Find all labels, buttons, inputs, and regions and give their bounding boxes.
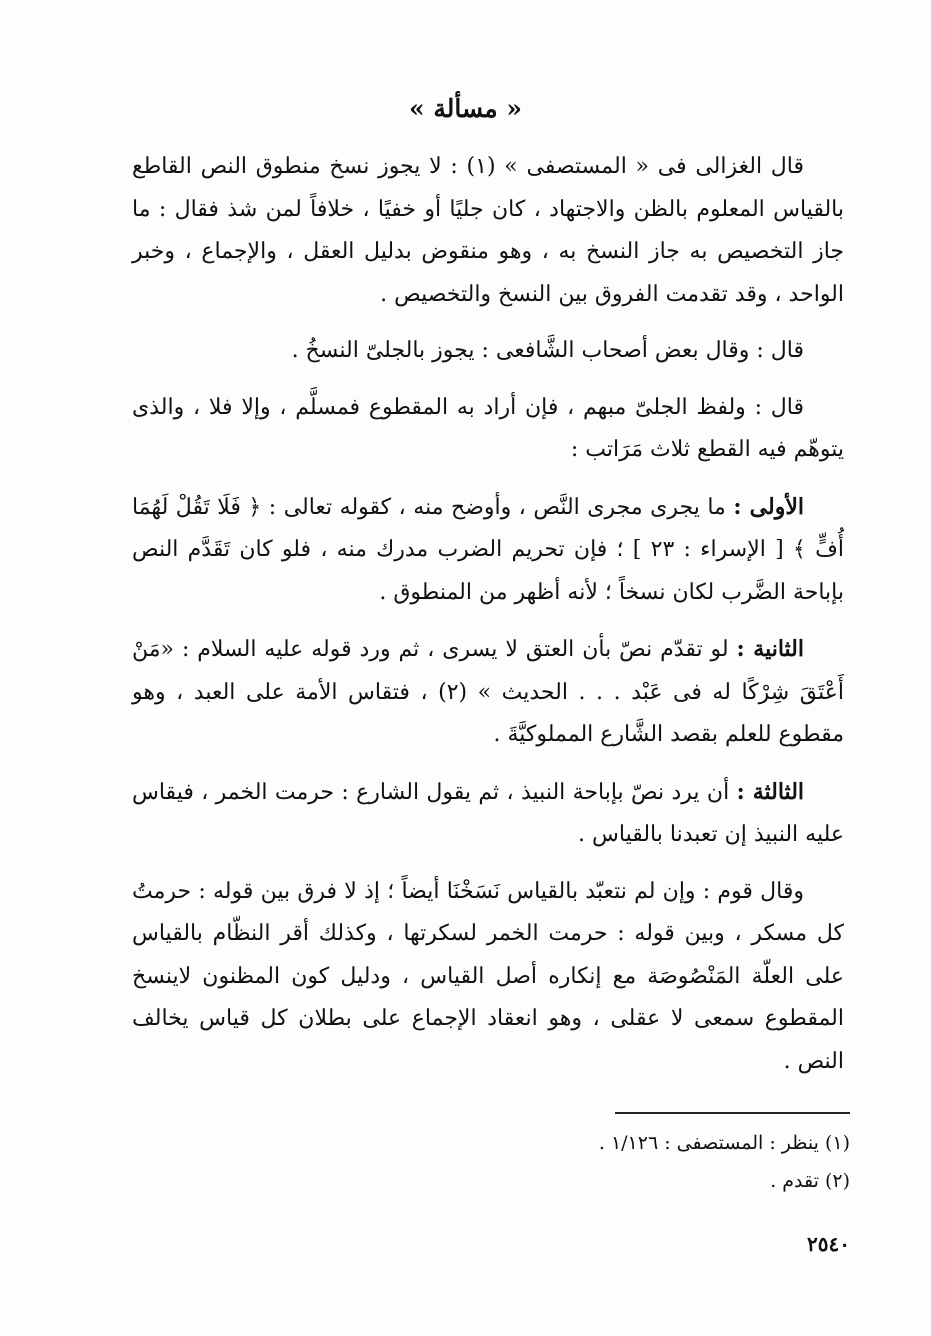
paragraph-first-rank <box>132 486 844 615</box>
main-text <box>132 146 844 1090</box>
rank-label-first: الأولى : <box>733 493 804 520</box>
paragraph-text: ما يجرى مجرى النَّص ، وأوضح منه ، كقوله تعالى : ﴿ فَلَا تَقُلْ لَهُمَا أُفٍّ ﴾ [ الإسراء : ٢٣ ] ؛ فإن تحريم الضرب مدرك منه ، فلو كان تَقَدَّم النص بإباحة الضَّرب لكان نسخاً ؛ لأنه أظهر من المنطوق . <box>132 494 844 605</box>
footnote-1: (١) ينظر : المستصفى : ١/١٢٦ . <box>598 1132 850 1154</box>
paragraph-text: قال : وقال بعض أصحاب الشَّافعى : يجوز بالجلىّ النسخُ . <box>291 338 804 363</box>
paragraph-third-rank <box>132 771 844 857</box>
rank-label-second: الثانية : <box>736 636 804 662</box>
paragraph-ghazali-quote <box>132 146 844 316</box>
footnote-2: (٢) تقدم . <box>770 1170 850 1192</box>
paragraph-text: قال : ولفظ الجلىّ مبهم ، فإن أراد به المقطوع فمسلَّم ، وإلا فلا ، والذى يتوهّم فيه القطع ثلاث مَرَاتب : <box>132 394 844 462</box>
paragraph-text: أن يرد نصّ بإباحة النبيذ ، ثم يقول الشارع : حرمت الخمر ، فيقاس عليه النبيذ إن تعبدنا بالقياس . <box>132 779 844 847</box>
paragraph-jali-ambiguous <box>132 387 844 472</box>
paragraph-text: وقال قوم : وإن لم نتعبّد بالقياس نَسَخْنَا أيضاً ؛ إذ لا فرق بين قوله : حرمتُ كل مسكر ، وبين قوله : حرمت الخمر لسكرتها ، وكذلك أقر النظّام بالقياس على العلّة المَنْصُوصَة مع إنكاره أصل القياس ، ودليل كون المظنون لاينسخ المقطوع سمعى لا عقلى ، وهو انعقاد الإجماع على بطلان كل قياس يخالف النص . <box>132 878 844 1074</box>
paragraph-text: لو تقدّم نصّ بأن العتق لا يسرى ، ثم ورد قوله عليه السلام : «مَنْ أَعْتَقَ شِرْكًا له فى عَبْد . . . الحديث » (٢) ، فتقاس الأمة على العبد ، وهو مقطوع للعلم بقصد الشَّارع المملوكيَّةَ . <box>132 637 844 747</box>
page-title: « مسألة » <box>409 94 522 123</box>
footnotes <box>430 1124 850 1200</box>
page-number: ٢٥٤٠ <box>807 1232 850 1256</box>
paragraph-second-rank <box>132 628 844 757</box>
footnote-divider <box>615 1112 850 1114</box>
rank-label-third: الثالثة : <box>736 778 805 805</box>
paragraph-shafii-companions <box>132 330 844 373</box>
paragraph-other-view <box>132 871 844 1084</box>
paragraph-text: قال الغزالى فى « المستصفى » (١) : لا يجوز نسخ منطوق النص القاطع بالقياس المعلوم بالظن والاجتهاد ، كان جليًا أو خفيًا ، خلافاً لمن شذ فقال : ما جاز التخصيص به جاز النسخ به ، وهو منقوض بدليل العقل ، والإجماع ، وخبر الواحد ، وقد تقدمت الفروق بين النسخ والتخصيص . <box>132 154 844 307</box>
